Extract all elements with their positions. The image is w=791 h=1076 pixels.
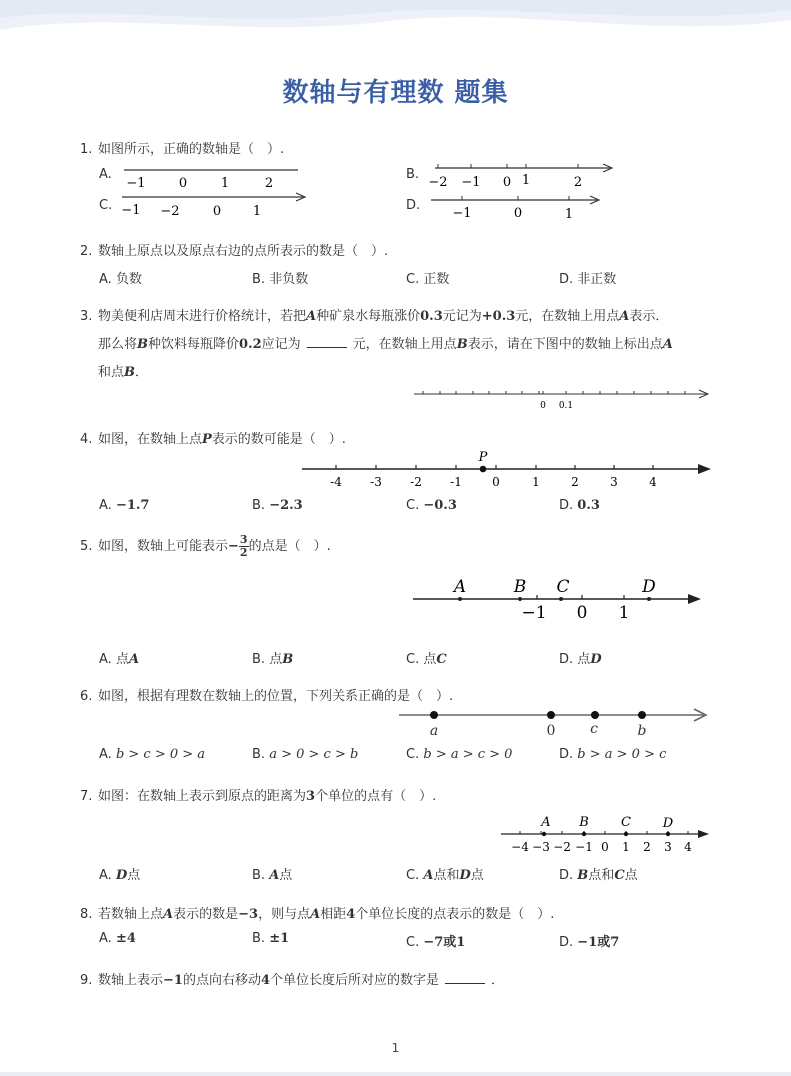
q1-option-d-axis [425, 192, 610, 224]
question-4: 4. 如图，在数轴上点P表示的数可能是（ ）. [80, 432, 346, 447]
q1c-tick-label: −2 [160, 204, 180, 219]
q8-option-b[interactable]: B. ±1 [252, 931, 290, 946]
q6-point-a [430, 711, 438, 719]
answer-blank[interactable] [445, 971, 485, 984]
q5-point-label: B [513, 577, 527, 597]
q8-option-d[interactable]: D. −1或7 [559, 935, 620, 950]
q6-option-b[interactable]: B. a > 0 > c > b [252, 747, 359, 762]
q7-number-line [498, 810, 713, 856]
header-wave-decoration [0, 0, 791, 45]
q7-option-b[interactable]: B. A点 [252, 868, 293, 883]
q1b-tick-label: −2 [428, 175, 448, 190]
q8-option-a[interactable]: A. ±4 [99, 931, 136, 946]
answer-blank[interactable] [307, 335, 347, 348]
q5-option-b[interactable]: B. 点B [252, 652, 294, 667]
q7-axis-label: −2 [553, 840, 571, 854]
q7-option-d[interactable]: D. B点和C点 [559, 868, 638, 883]
q5-point-b [518, 597, 522, 601]
q5-option-c[interactable]: C. 点C [406, 652, 447, 667]
q4-number-line [300, 448, 715, 490]
q1b-tick-label: 1 [521, 173, 531, 188]
q1b-tick-label: 2 [573, 175, 583, 190]
q8-option-c[interactable]: C. −7或1 [406, 935, 466, 950]
q7-point-label: C [621, 815, 631, 830]
q4-axis-label: 2 [571, 475, 579, 489]
question-3-line-1: 3. 物美便利店周末进行价格统计，若把A种矿泉水每瓶涨价0.3元记为+0.3元，在数轴上用点A表示． [80, 309, 669, 324]
q5-point-c [559, 597, 563, 601]
q1-option-c-axis [118, 190, 313, 222]
q1a-tick-label: 2 [264, 176, 274, 191]
question-1: 1. 如图所示，正确的数轴是（ ）. [80, 142, 285, 157]
q4-axis-label: 3 [610, 475, 618, 489]
q4-point-p [480, 466, 487, 473]
q6-point-label: b [637, 723, 647, 739]
q5-number-line [410, 574, 705, 624]
q7-point-label: B [579, 815, 589, 830]
q7-axis-label: 2 [643, 840, 651, 854]
q1c-tick-label: −1 [121, 203, 141, 218]
q1d-tick-label: 1 [564, 207, 574, 222]
q1-option-a-axis [118, 160, 308, 194]
question-3-line-3: 和点B． [98, 365, 149, 380]
q4-point-label: P [478, 450, 488, 465]
q1d-tick-label: −1 [452, 206, 472, 221]
q4-axis-label: -3 [370, 475, 382, 489]
q4-option-b[interactable]: B. −2.3 [252, 498, 303, 513]
q4-axis-label: 4 [649, 475, 657, 489]
q5-point-a [458, 597, 462, 601]
q1b-tick-label: −1 [461, 175, 481, 190]
question-8: 8. 若数轴上点A表示的数是−3，则与点A相距4个单位长度的点表示的数是（ ）. [80, 907, 555, 922]
q7-point-d [666, 832, 670, 836]
q4-option-d[interactable]: D. 0.3 [559, 498, 600, 513]
q6-point-label: a [429, 723, 439, 739]
question-6: 6. 如图，根据有理数在数轴上的位置，下列关系正确的是（ ）. [80, 689, 454, 704]
question-3-line-2: 那么将B种饮料每瓶降价0.2应记为 元，在数轴上用点B表示，请在下图中的数轴上标出点A [98, 337, 673, 352]
q1-option-b-axis [425, 160, 620, 194]
q2-option-b[interactable]: B. 非负数 [252, 272, 309, 287]
q7-axis-label: −1 [575, 840, 593, 854]
q6-point-b [638, 711, 646, 719]
q6-option-d[interactable]: D. b > a > 0 > c [559, 747, 667, 762]
question-5: 5. 如图，数轴上可能表示− $\frac{3}{2}$ 的点是（ ）. [80, 533, 331, 559]
q4-axis-label: -1 [450, 475, 462, 489]
q4-option-a[interactable]: A. −1.7 [99, 498, 150, 513]
q5-axis-label: −1 [521, 603, 547, 623]
question-7: 7. 如图：在数轴上表示到原点的距离为3个单位的点有（ ）. [80, 789, 437, 804]
q7-point-b [582, 832, 586, 836]
q5-point-label: A [453, 577, 467, 597]
q2-option-a[interactable]: A. 负数 [99, 272, 142, 287]
q3-axis-label: 0 [540, 401, 546, 411]
q7-option-c[interactable]: C. A点和D点 [406, 868, 484, 883]
q6-point-c [591, 711, 599, 719]
footer-divider [0, 1072, 791, 1076]
q5-point-d [647, 597, 651, 601]
q5-option-d[interactable]: D. 点D [559, 652, 602, 667]
q1a-tick-label: 1 [220, 176, 230, 191]
q7-point-label: D [662, 816, 674, 831]
q2-option-d[interactable]: D. 非正数 [559, 272, 617, 287]
page-title: 数轴与有理数 题集 [282, 78, 509, 108]
q5-axis-label: 0 [576, 603, 588, 623]
q2-option-c[interactable]: C. 正数 [406, 272, 450, 287]
q6-point-zero [547, 711, 555, 719]
q5-option-a[interactable]: A. 点A [99, 652, 140, 667]
q3-number-line[interactable] [410, 385, 712, 415]
q6-point-label: c [590, 721, 598, 737]
q7-option-a[interactable]: A. D点 [99, 868, 141, 883]
q6-number-line [396, 704, 711, 740]
q7-axis-label: 1 [622, 840, 630, 854]
q6-point-label: 0 [546, 723, 556, 739]
q1-option-a-label[interactable]: A. [99, 167, 112, 182]
page-number: 1 [391, 1041, 400, 1055]
fraction-three-halves: $\frac{3}{2}$ [239, 533, 248, 559]
q5-point-label: C [556, 577, 570, 597]
q7-axis-label: 4 [684, 840, 692, 854]
q1c-tick-label: 0 [212, 204, 222, 219]
q6-option-a[interactable]: A. b > c > 0 > a [99, 747, 206, 762]
q6-option-c[interactable]: C. b > a > c > 0 [406, 747, 513, 762]
q7-axis-label: 0 [601, 840, 609, 854]
q1-option-d-label[interactable]: D. [406, 198, 421, 213]
q5-axis-label: 1 [618, 603, 630, 623]
q7-point-a [542, 832, 546, 836]
question-9: 9. 数轴上表示−1的点向右移动4个单位长度后所对应的数字是 ． [80, 973, 505, 988]
question-2: 2. 数轴上原点以及原点右边的点所表示的数是（ ）. [80, 244, 389, 259]
q4-axis-label: -2 [410, 475, 422, 489]
q7-axis-label: −3 [532, 840, 550, 854]
q4-option-c[interactable]: C. −0.3 [406, 498, 457, 513]
q1b-tick-label: 0 [502, 175, 512, 190]
q5-point-label: D [642, 577, 656, 597]
q1c-tick-label: 1 [252, 204, 262, 219]
q1-option-c-label[interactable]: C. [99, 198, 113, 213]
q7-point-label: A [541, 815, 551, 830]
q4-axis-label: -4 [330, 475, 342, 489]
q1d-tick-label: 0 [513, 206, 523, 221]
q1a-tick-label: 0 [178, 176, 188, 191]
q7-axis-label: 3 [664, 840, 672, 854]
q1-option-b-label[interactable]: B. [406, 167, 420, 182]
q7-axis-label: −4 [511, 840, 529, 854]
q4-axis-label: 1 [532, 475, 540, 489]
q1a-tick-label: −1 [126, 176, 146, 191]
q3-axis-label: 0.1 [558, 401, 574, 411]
q7-point-c [624, 832, 628, 836]
q4-axis-label: 0 [492, 475, 500, 489]
